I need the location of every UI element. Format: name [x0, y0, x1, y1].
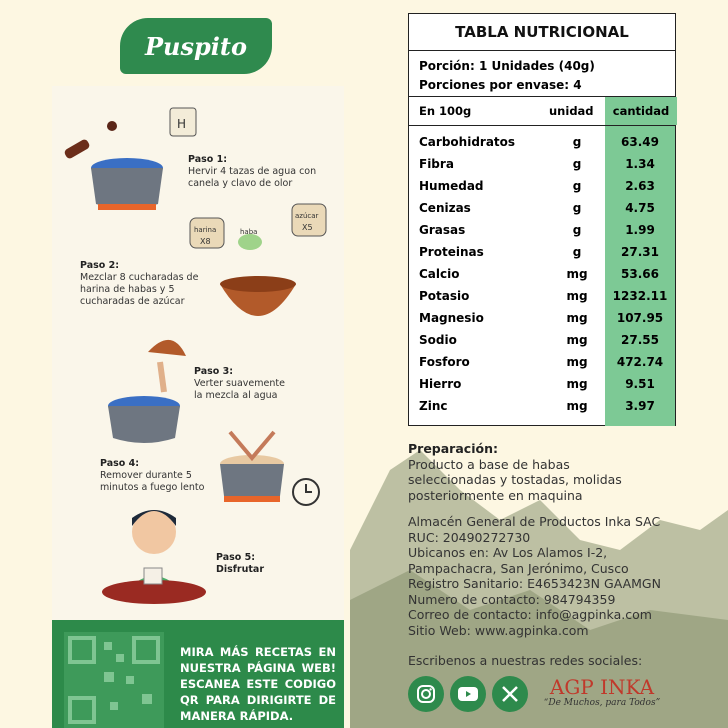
- nutrition-row: [409, 352, 675, 374]
- nutrition-row: [409, 308, 675, 330]
- recipe-panel: [52, 86, 344, 620]
- recipe-step-1: [188, 154, 328, 190]
- qr-panel: [52, 620, 344, 728]
- nutrient-unit: mg: [566, 267, 588, 281]
- instagram-icon[interactable]: [408, 676, 444, 712]
- table-header: [409, 97, 675, 126]
- company-line: Registro Sanitario: E4653423N GAAMGN: [408, 576, 661, 591]
- nutrient-name: Carbohidratos: [419, 135, 516, 149]
- preparation-title: Preparación:: [408, 441, 498, 456]
- youtube-icon[interactable]: [450, 676, 486, 712]
- company-line: RUC: 20490272730: [408, 529, 531, 545]
- boy-drinking-icon: [102, 510, 206, 604]
- mug-icon: [170, 108, 196, 136]
- nutrient-name: Potasio: [419, 289, 470, 303]
- harina-label: harina: [194, 226, 217, 234]
- nutrient-qty: 2.63: [625, 179, 655, 193]
- nutrient-name: Humedad: [419, 179, 484, 193]
- nutrient-qty: 1232.11: [612, 289, 668, 303]
- nutrition-row: [409, 330, 675, 352]
- recipe-step-3: [194, 366, 294, 402]
- harina-qty: X8: [200, 237, 211, 246]
- nutrient-unit: g: [572, 245, 582, 259]
- clove-icon: [107, 121, 117, 131]
- agp-inka-logo: [540, 676, 664, 724]
- preparation-section: [408, 441, 648, 503]
- nutrient-name: Fosforo: [419, 355, 470, 369]
- portion-line-1: Porción: 1 Unidades (40g): [419, 59, 595, 73]
- step-1-title: Paso 1:: [188, 154, 228, 165]
- company-line: Almacén General de Productos Inka SAC: [408, 514, 661, 529]
- brand-logo-text: Puspito: [145, 31, 247, 61]
- nutrient-qty: 472.74: [616, 355, 664, 369]
- nutrient-qty: 3.97: [625, 399, 655, 413]
- nutrient-unit: mg: [566, 355, 588, 369]
- company-line: Numero de contacto: 984794359: [408, 591, 616, 607]
- portion-line-2: Porciones por envase: 4: [419, 78, 582, 92]
- nutrition-row: [409, 220, 675, 242]
- nutrition-row: [409, 374, 675, 396]
- step-2-title: Paso 2:: [80, 260, 120, 271]
- nutrient-qty: 27.31: [621, 245, 659, 259]
- nutrient-unit: g: [572, 223, 582, 237]
- nutrition-row: [409, 176, 675, 198]
- haba-label: haba: [240, 228, 258, 236]
- header-name: En 100g: [419, 104, 472, 118]
- nutrition-row: [409, 154, 675, 176]
- company-website[interactable]: Sitio Web: www.agpinka.com: [408, 622, 589, 638]
- nutrient-name: Calcio: [419, 267, 460, 281]
- portion-info: [409, 51, 675, 97]
- nutrition-row: [409, 242, 675, 264]
- nutrition-row: [409, 264, 675, 286]
- nutrient-unit: mg: [566, 377, 588, 391]
- nutrition-row: [409, 132, 675, 154]
- step-3-title: Paso 3:: [194, 366, 234, 377]
- pot2-icon: [108, 396, 180, 443]
- nutrition-row: [409, 286, 675, 308]
- step-1-text: Hervir 4 tazas de agua con canela y clavo de olor: [188, 166, 317, 189]
- nutrient-name: Cenizas: [419, 201, 471, 215]
- pouring-bowl-icon: [148, 340, 186, 392]
- nutrient-qty: 27.55: [621, 333, 659, 347]
- nutrient-qty: 53.66: [621, 267, 659, 281]
- nutrient-unit: g: [572, 201, 582, 215]
- nutrient-qty: 1.34: [625, 157, 655, 171]
- nutrition-row: [409, 198, 675, 220]
- nutrient-unit: mg: [566, 289, 588, 303]
- agp-tagline: “De Muchos, para Todos”: [543, 698, 661, 708]
- sugar-bag-icon: [292, 204, 326, 236]
- qr-code[interactable]: [64, 632, 164, 728]
- company-line: Ubicanos en: Av Los Alamos I-2,: [408, 545, 608, 560]
- recipe-step-5: [216, 552, 296, 576]
- nutrient-unit: g: [572, 135, 582, 149]
- step-5-title: Paso 5:: [216, 552, 256, 563]
- nutrient-unit: mg: [566, 399, 588, 413]
- recipe-step-2: [80, 260, 212, 308]
- nutrient-qty: 63.49: [621, 135, 659, 149]
- stirring-pot-icon: [220, 432, 284, 502]
- haba-icon: [238, 228, 262, 250]
- nutrient-qty: 1.99: [625, 223, 655, 237]
- nutrient-unit: mg: [566, 311, 588, 325]
- nutrient-qty: 9.51: [625, 377, 655, 391]
- brand-logo: [120, 18, 272, 74]
- azucar-label: azúcar: [295, 212, 319, 220]
- company-line: Pampachacra, San Jerónimo, Cusco: [408, 560, 629, 576]
- nutrient-name: Fibra: [419, 157, 454, 171]
- step-3-text: Verter suavemente la mezcla al agua: [194, 378, 285, 401]
- cinnamon-icon: [63, 138, 91, 160]
- bowl-icon: [220, 276, 296, 316]
- mug-label: H: [177, 117, 187, 131]
- preparation-text: Producto a base de habas seleccionadas y tostadas, molidas posteriormente en maquina: [408, 456, 622, 503]
- recipe-step-4: [100, 458, 210, 494]
- nutrient-name: Magnesio: [419, 311, 484, 325]
- company-info: [408, 514, 661, 638]
- header-unit: unidad: [549, 104, 594, 118]
- clock-icon: [293, 479, 319, 505]
- nutrition-title: TABLA NUTRICIONAL: [409, 14, 675, 51]
- step-2-text: Mezclar 8 cucharadas de harina de habas y 5 cucharadas de azúcar: [80, 272, 199, 307]
- header-qty: cantidad: [605, 97, 677, 125]
- social-title: Escribenos a nuestras redes sociales:: [408, 653, 643, 668]
- nutrition-table: [408, 13, 676, 426]
- step-4-text: Remover durante 5 minutos a fuego lento: [100, 470, 205, 493]
- flour-bag-icon: [190, 218, 224, 248]
- nutrient-name: Zinc: [419, 399, 448, 413]
- azucar-qty: X5: [302, 223, 313, 232]
- nutrient-name: Proteinas: [419, 245, 484, 259]
- company-email[interactable]: Correo de contacto: info@agpinka.com: [408, 607, 652, 622]
- nutrition-row: [409, 396, 675, 418]
- agp-name: AGP INKA: [549, 675, 655, 699]
- x-icon[interactable]: [492, 676, 528, 712]
- nutrient-name: Sodio: [419, 333, 457, 347]
- step-4-title: Paso 4:: [100, 458, 140, 469]
- pot-icon: [91, 158, 163, 210]
- nutrient-unit: mg: [566, 333, 588, 347]
- qr-cta-text: MIRA MÁS RECETAS EN NUESTRA PÁGINA WEB! ESCANEA ESTE CODIGO QR PARA DIRIGIRTE DE MANERA RÁPIDA.: [180, 645, 336, 723]
- nutrient-unit: g: [572, 157, 582, 171]
- table-rows: [409, 126, 675, 426]
- nutrient-name: Hierro: [419, 377, 462, 391]
- step-5-text: Disfrutar: [216, 564, 265, 575]
- nutrient-unit: g: [572, 179, 582, 193]
- nutrient-name: Grasas: [419, 223, 466, 237]
- nutrient-qty: 4.75: [625, 201, 655, 215]
- nutrient-qty: 107.95: [616, 311, 664, 325]
